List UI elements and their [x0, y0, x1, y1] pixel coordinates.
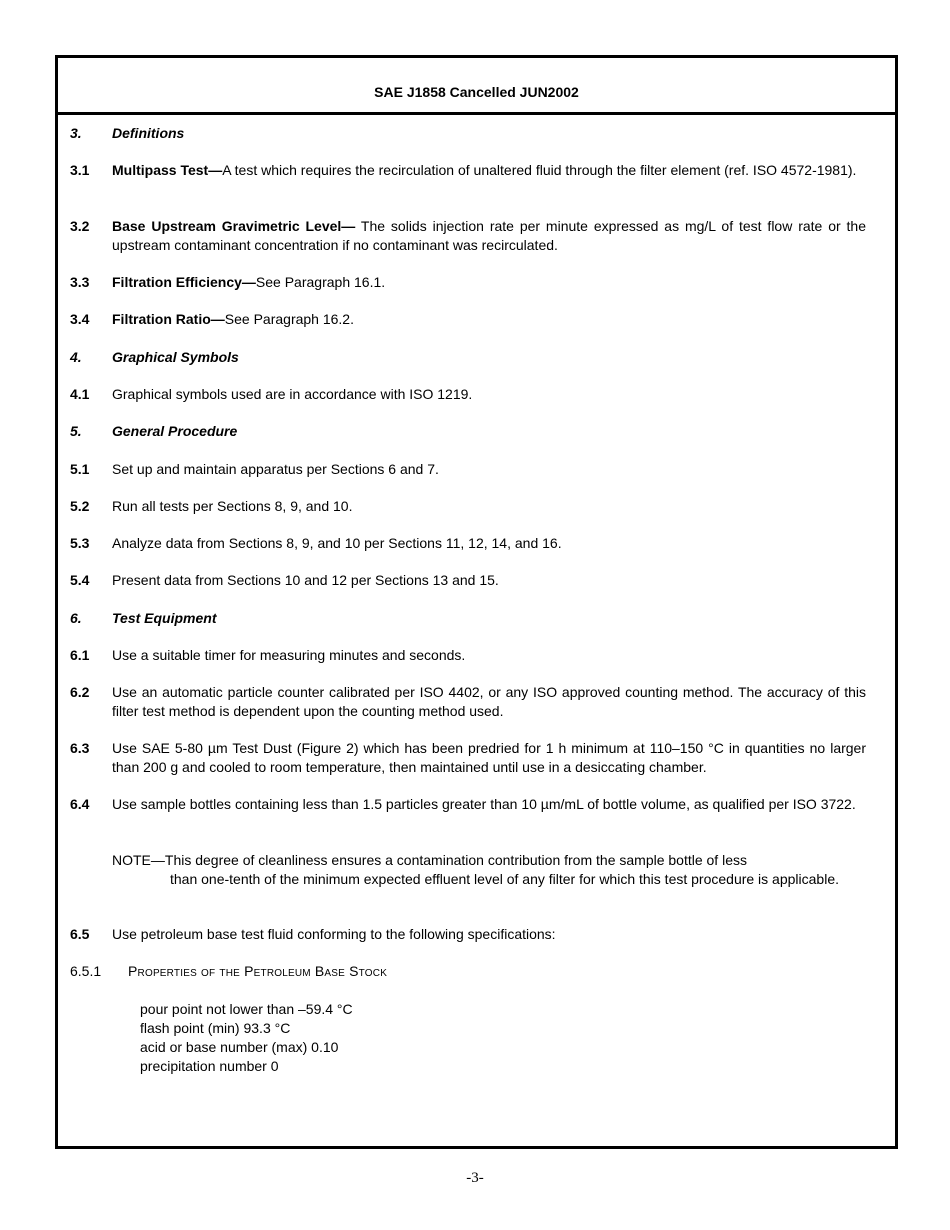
- paragraph-number: 3.1: [70, 162, 90, 178]
- section-title: Graphical Symbols: [112, 349, 239, 365]
- section-title: General Procedure: [112, 423, 238, 439]
- paragraph-text: Analyze data from Sections 8, 9, and 10 per Sections 11, 12, 14, and 16.: [112, 535, 562, 551]
- term: Filtration Ratio—: [112, 311, 225, 327]
- definition: The solids injection rate per minute expressed as mg/L of test flow rate or the upstream contaminant concentration if no contaminant was recirculated.: [112, 218, 866, 253]
- paragraph-number: 3.2: [70, 218, 90, 234]
- section-number: 6.: [70, 610, 82, 626]
- property-item: precipitation number 0: [140, 1058, 279, 1074]
- paragraph-number: 6.2: [70, 684, 90, 700]
- section-number: 5.: [70, 423, 82, 439]
- property-item: flash point (min) 93.3 °C: [140, 1020, 291, 1036]
- paragraph-text: [112, 273, 866, 292]
- note-continuation: than one-tenth of the minimum expected effluent level of any filter for which this test procedure is applicable.: [170, 871, 839, 887]
- paragraph-text: Set up and maintain apparatus per Sections 6 and 7.: [112, 461, 439, 477]
- definition: See Paragraph 16.1.: [255, 274, 386, 290]
- paragraph-text: Use sample bottles containing less than 1.5 particles greater than 10 µm/mL of bottle volume, as qualified per ISO 3722.: [112, 796, 856, 812]
- paragraph-number: 3.3: [70, 274, 90, 290]
- section-number: 3.: [70, 125, 82, 141]
- paragraph-number: 6.4: [70, 796, 90, 812]
- paragraph-text: Use a suitable timer for measuring minutes and seconds.: [112, 647, 466, 663]
- paragraph-text: [112, 310, 866, 329]
- section-title: Test Equipment: [112, 610, 217, 626]
- definition: A test which requires the recirculation of unaltered fluid through the filter element (ref. ISO 4572-1981).: [222, 162, 857, 178]
- subsection-title: Properties of the Petroleum Base Stock: [128, 963, 388, 979]
- note-first-line: This degree of cleanliness ensures a contamination contribution from the sample bottle of less: [164, 852, 747, 868]
- paragraph-number: 5.4: [70, 572, 90, 588]
- paragraph-number: 3.4: [70, 311, 90, 327]
- paragraph-text: Present data from Sections 10 and 12 per Sections 13 and 15.: [112, 572, 499, 588]
- term: Base Upstream Gravimetric Level—: [112, 218, 356, 234]
- paragraph-number: 5.2: [70, 498, 90, 514]
- document-title: SAE J1858 Cancelled JUN2002: [374, 84, 579, 100]
- property-item: pour point not lower than –59.4 °C: [140, 1001, 353, 1017]
- paragraph-text: Use petroleum base test fluid conforming to the following specifications:: [112, 926, 556, 942]
- paragraph-number: 5.1: [70, 461, 90, 477]
- property-item: acid or base number (max) 0.10: [140, 1039, 339, 1055]
- subsection-number: 6.5.1: [70, 963, 102, 979]
- paragraph-number: 6.1: [70, 647, 90, 663]
- note-block: [112, 851, 840, 889]
- paragraph-text: Graphical symbols used are in accordance with ISO 1219.: [112, 386, 473, 402]
- section-number: 4.: [70, 349, 82, 365]
- paragraph-number: 6.5: [70, 926, 90, 942]
- definition: See Paragraph 16.2.: [224, 311, 354, 327]
- paragraph-text: Run all tests per Sections 8, 9, and 10.: [112, 498, 353, 514]
- term: Multipass Test—: [112, 162, 223, 178]
- paragraph-text: Use SAE 5-80 µm Test Dust (Figure 2) which has been predried for 1 h minimum at 110–150 °C in quantities no larger than 200 g and cooled to room temperature, then maintained until use in a desiccating chamber.: [112, 740, 866, 775]
- document-header: [58, 58, 895, 115]
- term: Filtration Efficiency—: [112, 274, 256, 290]
- page-number: -3-: [466, 1170, 484, 1186]
- note-label: NOTE—: [112, 852, 165, 868]
- paragraph-text: [112, 161, 866, 180]
- paragraph-text: [112, 217, 866, 255]
- document-frame: [55, 55, 898, 1149]
- paragraph-number: 6.3: [70, 740, 90, 756]
- paragraph-number: 4.1: [70, 386, 90, 402]
- section-title: Definitions: [112, 125, 185, 141]
- properties-list: [140, 1000, 353, 1076]
- paragraph-text: Use an automatic particle counter calibrated per ISO 4402, or any ISO approved counting method. The accuracy of this filter test method is dependent upon the counting method used.: [112, 684, 866, 719]
- paragraph-number: 5.3: [70, 535, 90, 551]
